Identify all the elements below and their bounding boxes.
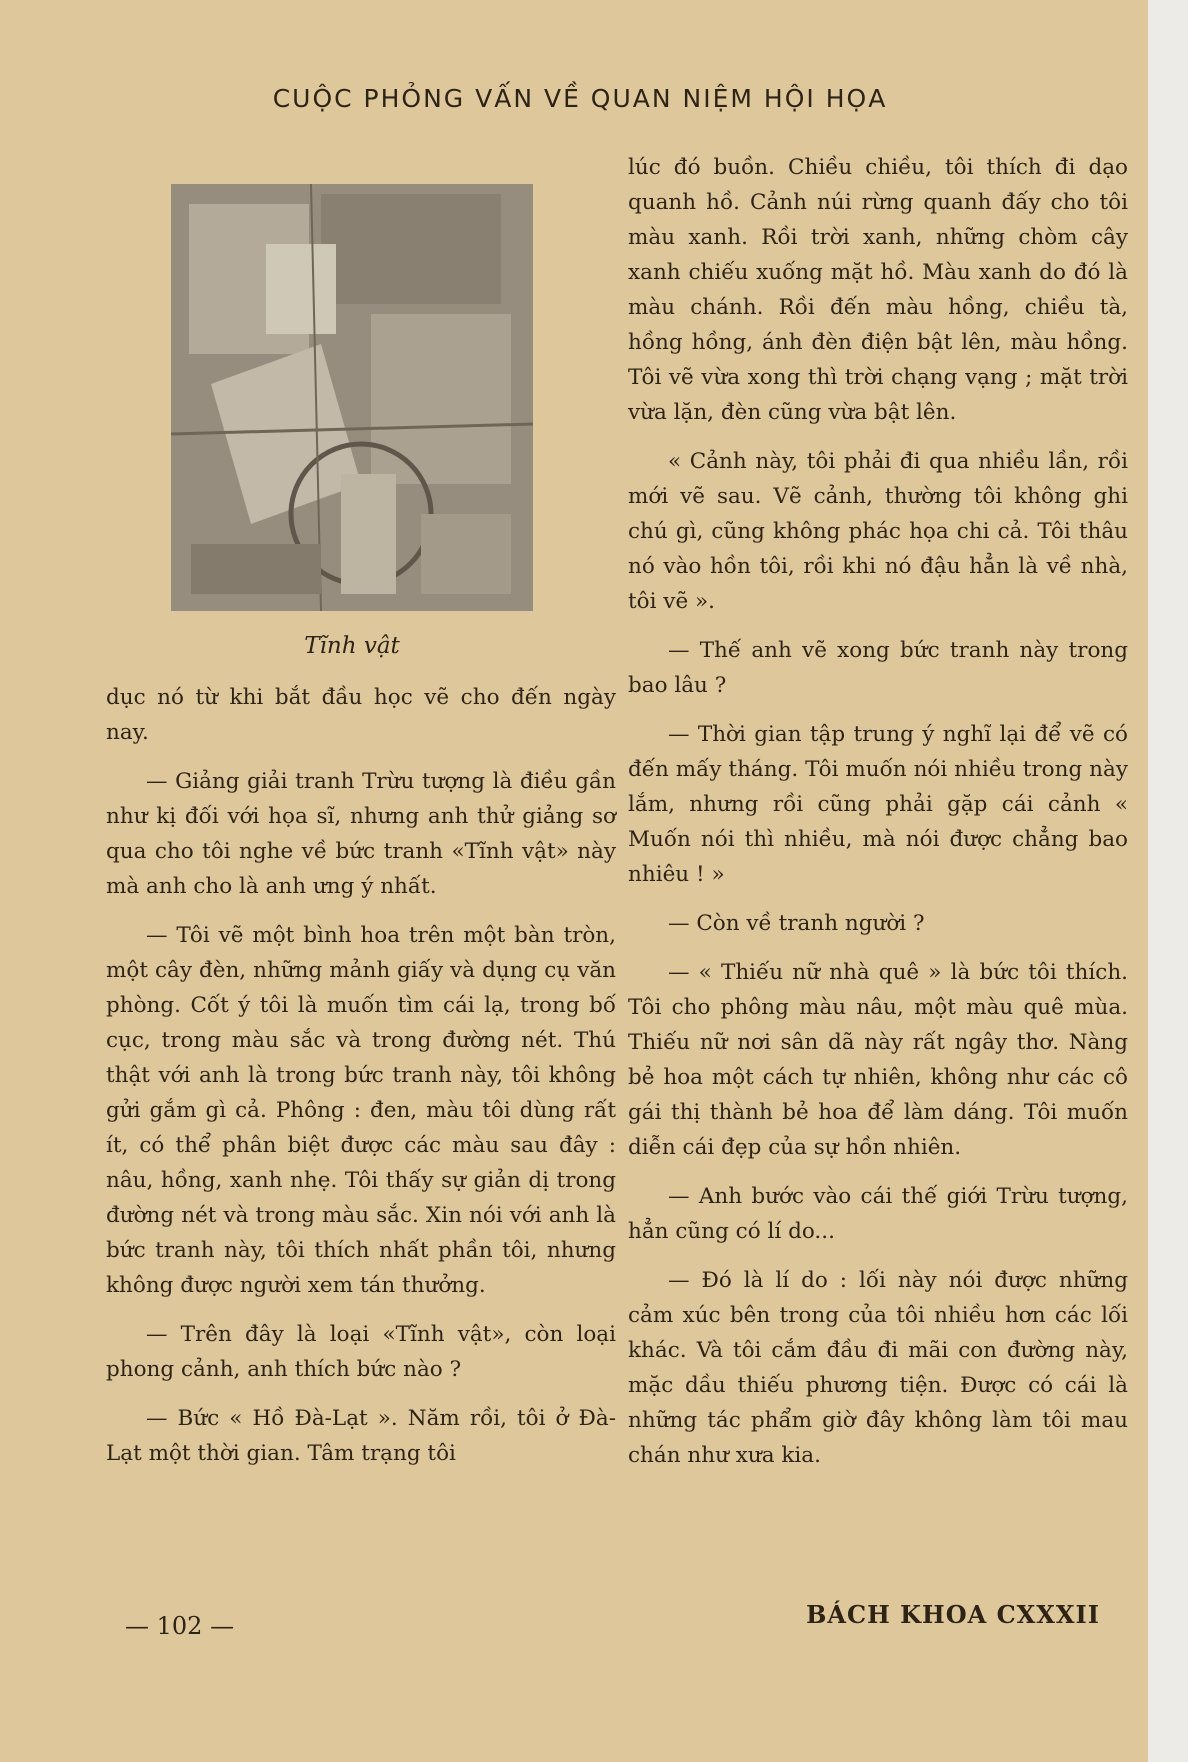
page-number: — 102 — — [125, 1612, 235, 1640]
left-paragraph-3: — Tôi vẽ một bình hoa trên một bàn tròn, một cây đèn, những mảnh giấy và dụng cụ văn phòng. Cốt ý tôi là muốn tìm cái lạ, trong bố cục, trong màu sắc và trong đường nét. Thú thật với anh là trong bức tranh này, tôi không gửi gắm gì cả. Phông : đen, màu tôi dùng rất ít, có thể phân biệt được các màu sau đây : nâu, hồng, xanh nhẹ. Tôi thấy sự giản dị trong đường nét và trong màu sắc. Xin nói với anh là bức tranh này, tôi thích nhất phần tôi, nhưng không được người xem tán thưởng. — [106, 923, 616, 1298]
left-paragraph-5: — Bức « Hồ Đà-Lạt ». Năm rồi, tôi ở Đà-Lạt một thời gian. Tâm trạng tôi — [106, 1406, 616, 1466]
right-paragraph-3: — Thế anh vẽ xong bức tranh này trong bao lâu ? — [628, 638, 1128, 698]
right-paragraph-6: — « Thiếu nữ nhà quê » là bức tôi thích. Tôi cho phông màu nâu, một màu quê mùa. Thiếu nữ nơi sân dã này rất ngây thơ. Nàng bẻ hoa một cách tự nhiên, không như các cô gái thị thành bẻ hoa để làm dáng. Tôi muốn diễn cái đẹp của sự hồn nhiên. — [628, 960, 1128, 1160]
page-title: CUỘC PHỎNG VẤN VỀ QUAN NIỆM HỘI HỌA — [272, 84, 888, 113]
right-paragraph-8: — Đó là lí do : lối này nói được những cảm xúc bên trong của tôi nhiều hơn các lối khác. Và tôi cắm đầu đi mãi con đường này, mặc dầu thiếu phương tiện. Được có cái là những tác phẩm giờ đây không làm tôi mau chán như xưa kia. — [628, 1268, 1128, 1468]
artwork-image — [171, 184, 533, 611]
journal-name: BÁCH KHOA CXXXII — [806, 1600, 1100, 1629]
left-paragraph-4: — Trên đây là loại «Tĩnh vật», còn loại phong cảnh, anh thích bức nào ? — [106, 1322, 616, 1382]
still-life-painting-icon — [171, 184, 533, 611]
scan-margin — [1148, 0, 1188, 1762]
figure-caption: Tĩnh vật — [304, 633, 400, 659]
left-paragraph-1: dục nó từ khi bắt đầu học vẽ cho đến ngày nay. — [106, 685, 616, 745]
right-paragraph-4: — Thời gian tập trung ý nghĩ lại để vẽ có đến mấy tháng. Tôi muốn nói nhiều trong này lắm, nhưng rồi cũng phải gặp cái cảnh « Muốn nói thì nhiều, mà nói được chẳng bao nhiêu ! » — [628, 722, 1128, 887]
right-paragraph-2: « Cảnh này, tôi phải đi qua nhiều lần, rồi mới vẽ sau. Vẽ cảnh, thường tôi không ghi chú gì, cũng không phác họa chi cả. Tôi thâu nó vào hồn tôi, rồi khi nó đậu hẳn là về nhà, tôi vẽ ». — [628, 449, 1128, 614]
left-column — [106, 680, 616, 1485]
right-column — [628, 150, 1128, 1487]
left-paragraph-2: — Giảng giải tranh Trừu tượng là điều gần như kị đối với họa sĩ, nhưng anh thử giảng sơ qua cho tôi nghe về bức tranh «Tĩnh vật» này mà anh cho là anh ưng ý nhất. — [106, 769, 616, 899]
right-paragraph-7: — Anh bước vào cái thế giới Trừu tượng, hẳn cũng có lí do... — [628, 1184, 1128, 1244]
right-paragraph-1: lúc đó buồn. Chiều chiều, tôi thích đi dạo quanh hồ. Cảnh núi rừng quanh đấy cho tôi màu xanh. Rồi trời xanh, những chòm cây xanh chiếu xuống mặt hồ. Màu xanh do đó là màu chánh. Rồi đến màu hồng, chiều tà, hồng hồng, ánh đèn điện bật lên, màu hồng. Tôi vẽ vừa xong thì trời chạng vạng ; mặt trời vừa lặn, đèn cũng vừa bật lên. — [628, 155, 1128, 425]
right-paragraph-5: — Còn về tranh người ? — [668, 911, 925, 936]
